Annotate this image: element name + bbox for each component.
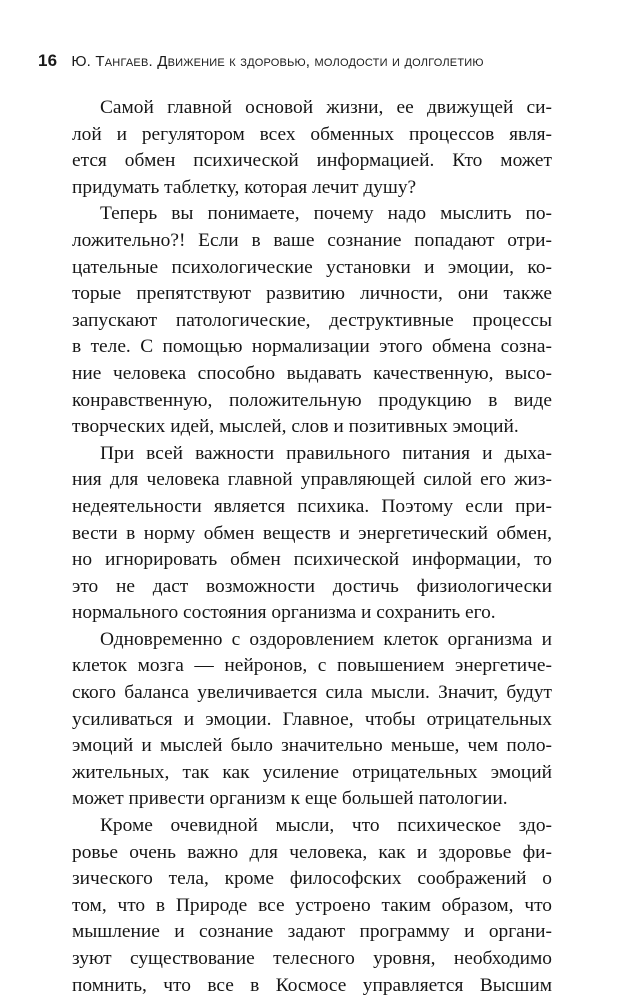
text-line: зуют существование телесного уровня, необходимо <box>72 948 552 969</box>
text-line: запускают патологические, деструктивные процессы <box>72 309 552 331</box>
text-line: мышление и сознание задают программу и органи- <box>72 921 552 943</box>
text-line: клеток мозга — нейронов, с повышением энергетиче- <box>72 655 552 677</box>
paragraph <box>72 627 552 813</box>
text-line: усиливаться и эмоции. Главное, чтобы отрицательных <box>72 708 552 730</box>
text-line: нормального состояния организма и сохранить его. <box>72 602 496 624</box>
text-line: может привести организм к еще большей патологии. <box>72 788 508 810</box>
text-line: зического тела, кроме философских соображений о <box>72 868 552 890</box>
text-line: недеятельности является психика. Поэтому если при- <box>72 495 552 517</box>
text-line: но игнорировать обмен психической информации, то <box>72 549 552 571</box>
text-line: в теле. С помощью нормализации этого обмена созна- <box>72 336 552 358</box>
text-line: придумать таблетку, которая лечит душу? <box>72 176 417 198</box>
running-title: Ю. Тангаев. Движение к здоровью, молодости и долголетию <box>71 53 484 70</box>
text-line: ния для человека главной управляющей силой его жиз- <box>72 469 552 491</box>
text-line: это не даст возможности достичь физиологически <box>72 575 552 597</box>
body-text <box>72 95 552 999</box>
text-line: лой и регулятором всех обменных процессов явля- <box>72 123 552 145</box>
text-line: ского баланса увеличивается сила мысли. Значит, будут <box>72 682 552 704</box>
text-line: цательные психологические установки и эмоции, ко- <box>72 256 552 278</box>
text-line: жительных, так как усиление отрицательных эмоций <box>72 761 552 783</box>
text-line: При всей важности правильного питания и дыха- <box>100 442 552 464</box>
text-line: ровье очень важно для человека, как и здоровье фи- <box>72 841 552 863</box>
text-line: помнить, что все в Космосе управляется Высшим <box>72 974 552 996</box>
text-line: Одновременно с оздоровлением клеток организма и <box>100 628 552 650</box>
text-line: творческих идей, мыслей, слов и позитивных эмоций. <box>72 416 519 438</box>
text-line: ложительно?! Если в ваше сознание попадают отри- <box>72 229 552 251</box>
text-line: эмоций и мыслей было значительно меньше, чем поло- <box>72 735 552 757</box>
paragraph <box>72 813 552 999</box>
paragraph <box>72 441 552 627</box>
text-line: Кроме очевидной мысли, что психическое здо- <box>100 815 552 837</box>
text-line: торые препятствуют развитию личности, они также <box>72 283 552 305</box>
paragraph <box>72 95 552 201</box>
text-line: Теперь вы понимаете, почему надо мыслить по- <box>100 203 552 225</box>
text-line: ется обмен психической информацией. Кто может <box>72 150 552 172</box>
page-number: 16 <box>38 51 58 70</box>
text-line: Самой главной основой жизни, ее движущей си- <box>100 97 552 118</box>
text-line: конравственную, положительную продукцию в виде <box>72 389 552 411</box>
running-head <box>38 51 598 71</box>
text-line: ние человека способно выдавать качественную, высо- <box>72 362 552 384</box>
text-line: том, что в Природе все устроено таким образом, что <box>72 894 552 916</box>
text-line: вести в норму обмен веществ и энергетический обмен, <box>72 522 552 544</box>
paragraph <box>72 201 552 440</box>
